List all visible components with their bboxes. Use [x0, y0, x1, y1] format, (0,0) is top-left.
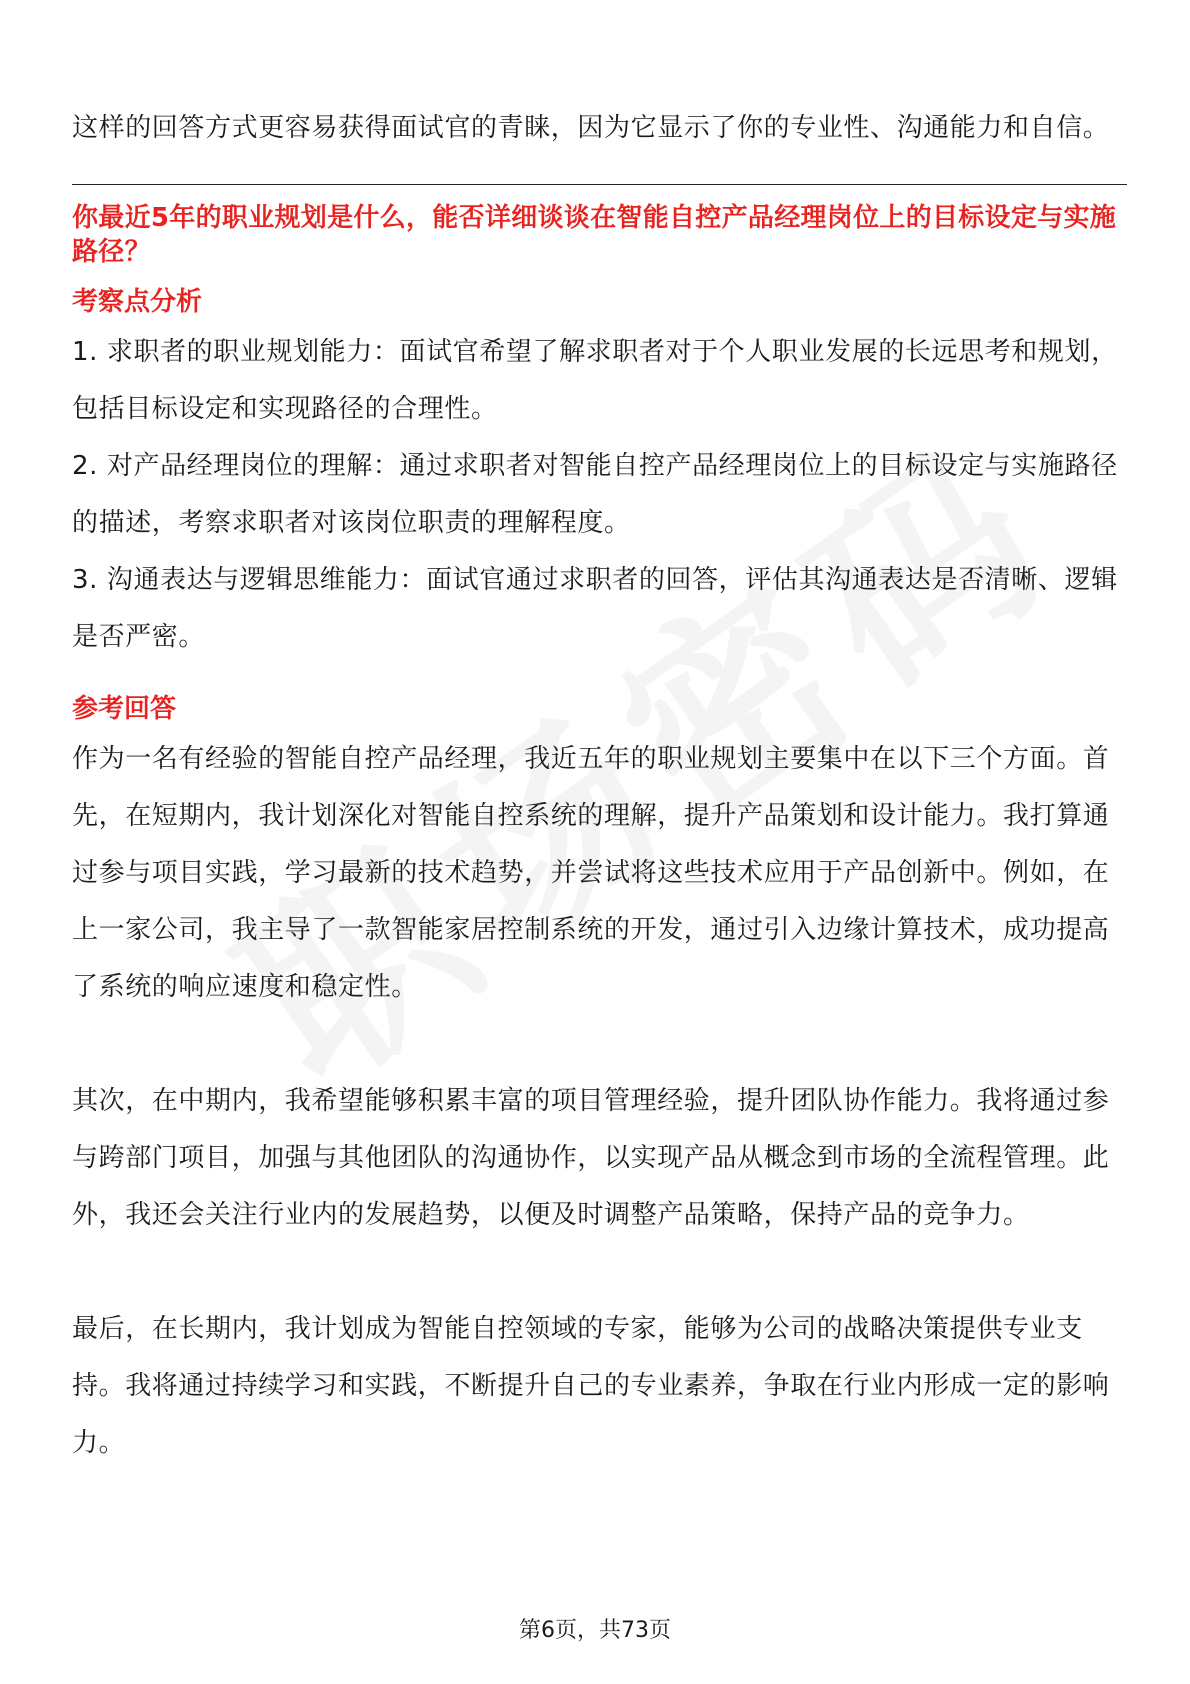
- paragraph-spacer: [72, 1016, 1127, 1073]
- analysis-point: 1. 求职者的职业规划能力：面试官希望了解求职者对于个人职业发展的长远思考和规划，包括目标设定和实现路径的合理性。: [72, 337, 1118, 424]
- intro-paragraph: 这样的回答方式更容易获得面试官的青睐，因为它显示了你的专业性、沟通能力和自信。: [72, 113, 1110, 143]
- answer-heading: 参考回答: [72, 694, 177, 724]
- paragraph-spacer: [72, 1244, 1127, 1301]
- answer-paragraph: 最后，在长期内，我计划成为智能自控领域的专家，能够为公司的战略决策提供专业支持。我将通过持续学习和实践，不断提升自己的专业素养，争取在行业内形成一定的影响力。: [72, 1314, 1110, 1458]
- page-footer: 第6页，共73页: [519, 1618, 671, 1643]
- analysis-point: 3. 沟通表达与逻辑思维能力：面试官通过求职者的回答，评估其沟通表达是否清晰、逻辑是否严密。: [72, 565, 1118, 652]
- analysis-heading: 考察点分析: [72, 287, 203, 317]
- document-page: [72, 100, 1127, 1472]
- answer-paragraph: 其次，在中期内，我希望能够积累丰富的项目管理经验，提升团队协作能力。我将通过参与跨部门项目，加强与其他团队的沟通协作，以实现产品从概念到市场的全流程管理。此外，我还会关注行业内的发展趋势，以便及时调整产品策略，保持产品的竞争力。: [72, 1086, 1110, 1230]
- answer-paragraph: 作为一名有经验的智能自控产品经理，我近五年的职业规划主要集中在以下三个方面。首先，在短期内，我计划深化对智能自控系统的理解，提升产品策划和设计能力。我打算通过参与项目实践，学习最新的技术趋势，并尝试将这些技术应用于产品创新中。例如，在上一家公司，我主导了一款智能家居控制系统的开发，通过引入边缘计算技术，成功提高了系统的响应速度和稳定性。: [72, 744, 1110, 1002]
- question-title: 你最近5年的职业规划是什么，能否详细谈谈在智能自控产品经理岗位上的目标设定与实施路径？: [72, 203, 1117, 267]
- analysis-point: 2. 对产品经理岗位的理解：通过求职者对智能自控产品经理岗位上的目标设定与实施路径的描述，考察求职者对该岗位职责的理解程度。: [72, 451, 1118, 538]
- divider: [72, 184, 1127, 185]
